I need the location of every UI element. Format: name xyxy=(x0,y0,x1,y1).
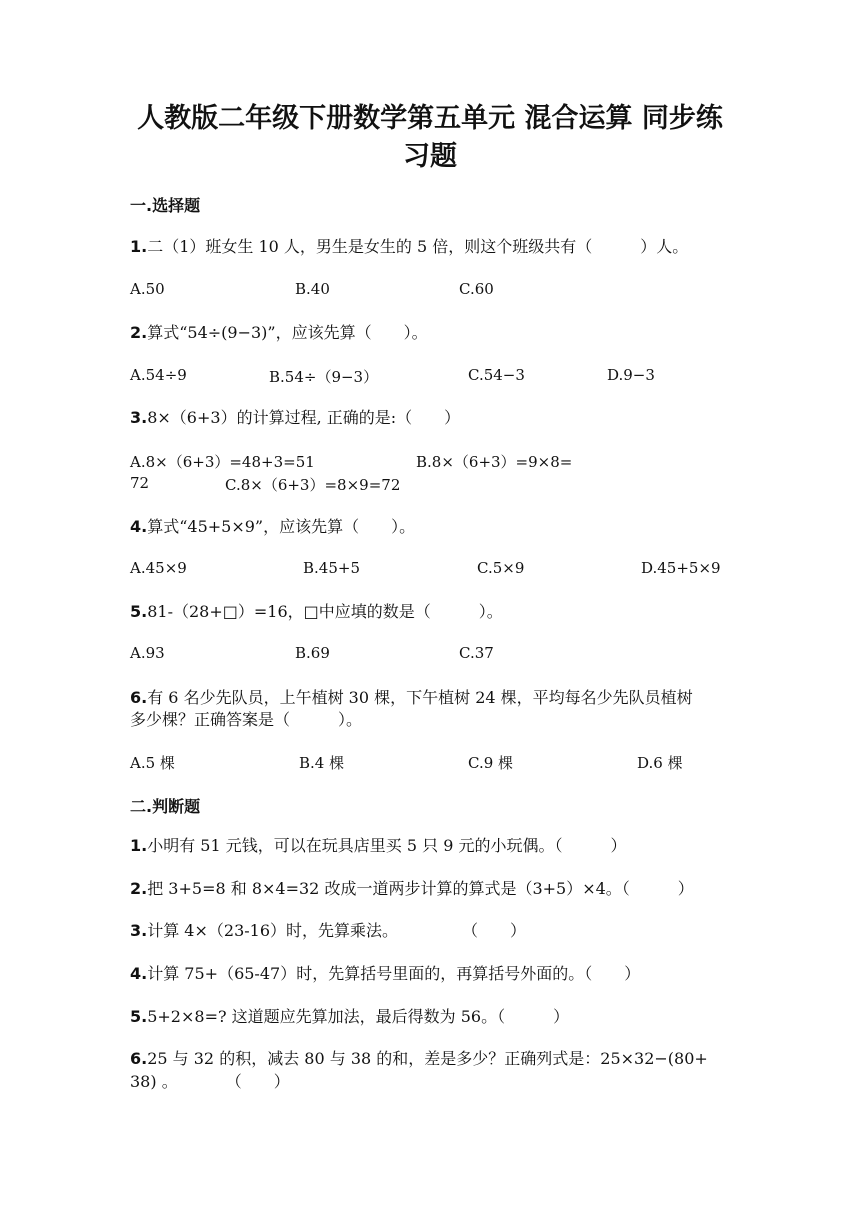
option-b: B.40 xyxy=(295,280,330,298)
option-d: D.6 棵 xyxy=(637,754,683,772)
option-b: B.54÷（9−3） xyxy=(269,368,379,386)
option-c: C.8×（6+3）=8×9=72 xyxy=(225,476,401,494)
choice-question-2 xyxy=(130,319,740,346)
option-a: A.45×9 xyxy=(130,559,187,577)
option-c: C.60 xyxy=(459,280,494,298)
question-text-line-1: 有 6 名少先队员，上午植树 30 棵，下午植树 24 棵，平均每名少先队员植树 xyxy=(147,688,693,707)
option-b: B.69 xyxy=(295,644,330,662)
choice-question-1 xyxy=(130,233,740,260)
option-a: A.50 xyxy=(130,280,165,298)
question-text: 计算 75+（65-47）时，先算括号里面的，再算括号外面的。（ ） xyxy=(147,964,641,983)
question-text: 算式“45+5×9”，应该先算（ ）。 xyxy=(147,517,416,536)
option-b: B.8×（6+3）=9×8= xyxy=(416,453,573,471)
title-line-2: 习题 xyxy=(403,141,457,172)
choice-question-3 xyxy=(130,404,740,431)
question-text-line-2: 38) 。 （ ） xyxy=(130,1072,290,1091)
option-a: A.54÷9 xyxy=(130,366,187,384)
question-number: 3. xyxy=(130,921,148,940)
question-number: 1. xyxy=(130,836,148,855)
question-number: 2. xyxy=(130,879,148,898)
question-number: 3. xyxy=(130,408,148,427)
option-a: A.5 棵 xyxy=(130,754,175,772)
choice-question-5 xyxy=(130,598,740,625)
judge-question-6-line-2 xyxy=(130,1068,740,1095)
question-text: 计算 4×（23-16）时，先算乘法。 （ ） xyxy=(147,921,527,940)
question-text: 算式“54÷(9−3)”，应该先算（ ）。 xyxy=(147,323,428,342)
option-c: C.37 xyxy=(459,644,494,662)
choice-question-4 xyxy=(130,513,740,540)
judge-question-1 xyxy=(130,832,740,859)
option-d: D.9−3 xyxy=(607,366,655,384)
question-number: 5. xyxy=(130,602,148,621)
section-heading-judge: 二.判断题 xyxy=(130,797,201,816)
question-number: 6. xyxy=(130,1049,148,1068)
option-b: B.4 棵 xyxy=(299,754,345,772)
question-number: 1. xyxy=(130,237,148,256)
judge-question-5 xyxy=(130,1003,740,1030)
option-a: A.8×（6+3）=48+3=51 xyxy=(130,453,315,471)
question-number: 4. xyxy=(130,964,148,983)
question-number: 5. xyxy=(130,1007,148,1026)
question-text: 5+2×8=? 这道题应先算加法，最后得数为 56。（ ） xyxy=(147,1007,570,1026)
question-text-line-1: 25 与 32 的积，减去 80 与 38 的和，差是多少？正确列式是：25×32−(80+ xyxy=(147,1049,708,1068)
question-text: 把 3+5=8 和 8×4=32 改成一道两步计算的算式是（3+5）×4。（ ） xyxy=(147,879,694,898)
question-text: 8×（6+3）的计算过程, 正确的是:（ ） xyxy=(147,408,461,427)
judge-question-4 xyxy=(130,960,740,987)
question-number: 6. xyxy=(130,688,148,707)
question-number: 4. xyxy=(130,517,148,536)
option-d: D.45+5×9 xyxy=(641,559,721,577)
option-a: A.93 xyxy=(130,644,165,662)
option-b: B.45+5 xyxy=(303,559,360,577)
question-text: 二（1）班女生 10 人，男生是女生的 5 倍，则这个班级共有（ ）人。 xyxy=(147,237,689,256)
option-c: C.54−3 xyxy=(468,366,525,384)
section-heading-choice: 一.选择题 xyxy=(130,196,201,215)
question-text: 81-（28+□）=16，□中应填的数是（ ）。 xyxy=(147,602,503,621)
option-c: C.9 棵 xyxy=(468,754,514,772)
question-number: 2. xyxy=(130,323,148,342)
title-line-1: 人教版二年级下册数学第五单元 混合运算 同步练 xyxy=(137,103,723,134)
page-title xyxy=(130,100,730,176)
question-text-line-2: 多少棵？正确答案是（ ）。 xyxy=(130,710,363,729)
question-text: 小明有 51 元钱，可以在玩具店里买 5 只 9 元的小玩偶。（ ） xyxy=(147,836,627,855)
option-c: C.5×9 xyxy=(477,559,525,577)
option-b-continued: 72 xyxy=(130,474,150,492)
choice-question-6-line-2 xyxy=(130,706,740,733)
judge-question-2 xyxy=(130,875,740,902)
judge-question-3 xyxy=(130,917,740,944)
